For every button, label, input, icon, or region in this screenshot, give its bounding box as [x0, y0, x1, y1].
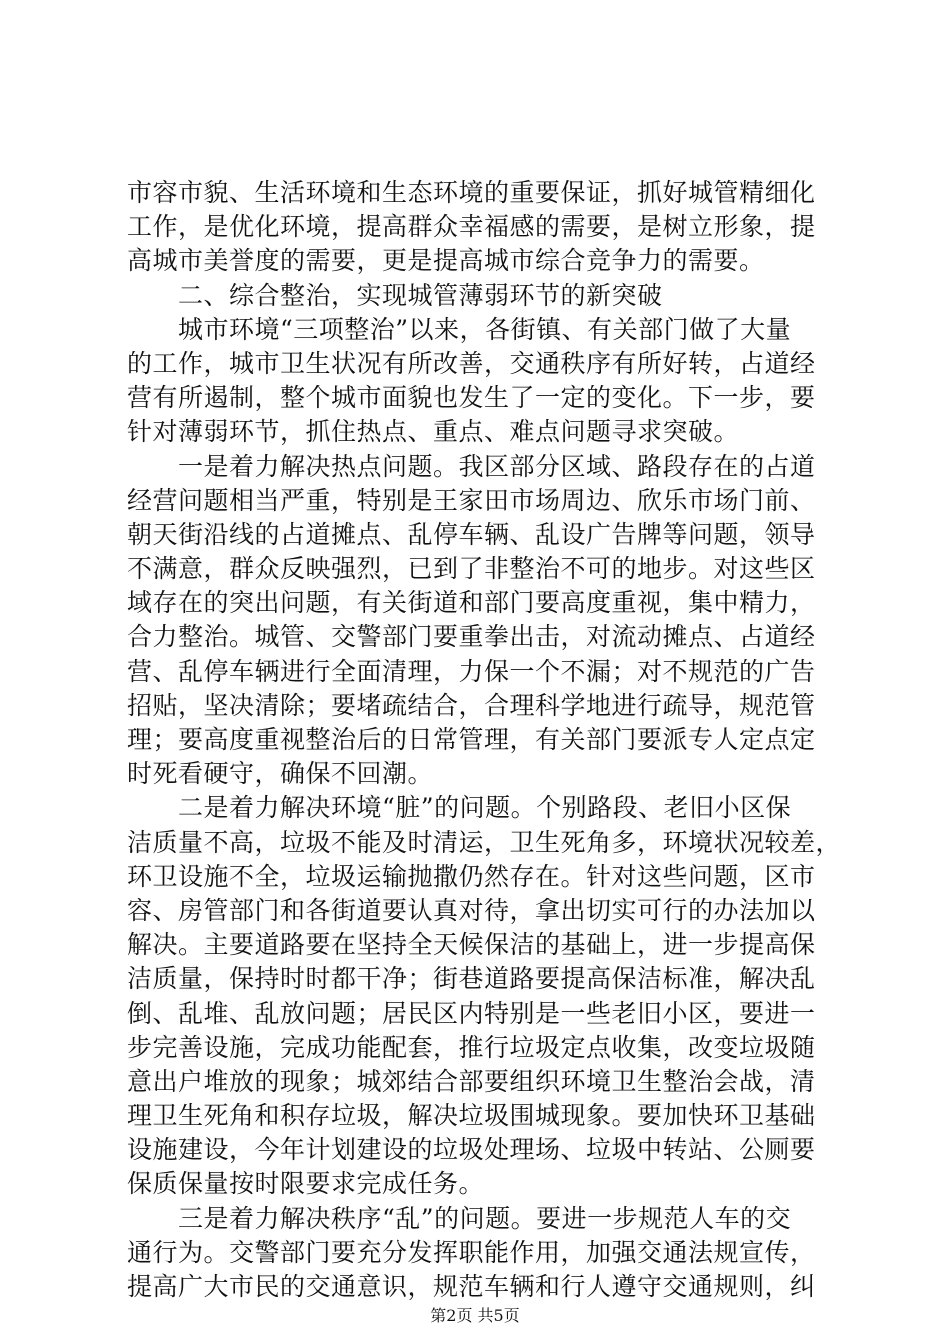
text-line: 高城市美誉度的需要，更是提高城市综合竞争力的需要。 — [127, 246, 765, 276]
text-line: 营、乱停车辆进行全面清理，力保一个不漏；对不规范的广告 — [127, 656, 816, 686]
text-line: 二是着力解决环境“脏”的问题。个别路段、老旧小区保 — [127, 793, 792, 823]
text-line: 通行为。交警部门要充分发挥职能作用，加强交通法规宣传， — [127, 1237, 816, 1267]
text-line: 提高广大市民的交通意识，规范车辆和行人遵守交通规则，纠 — [127, 1272, 816, 1301]
text-line: 步完善设施，完成功能配套，推行垃圾定点收集，改变垃圾随 — [127, 1032, 816, 1062]
document-body — [127, 176, 842, 1304]
text-line: 合力整治。城管、交警部门要重拳出击，对流动摊点、占道经 — [127, 622, 816, 652]
text-line: 招贴，坚决清除；要堵疏结合，合理科学地进行疏导，规范管 — [127, 690, 816, 720]
text-line: 倒、乱堆、乱放问题；居民区内特别是一些老旧小区，要进一 — [127, 998, 816, 1028]
text-line: 针对薄弱环节，抓住热点、重点、难点问题寻求突破。 — [127, 417, 740, 447]
section-heading: 二、综合整治，实现城管薄弱环节的新突破 — [127, 280, 663, 310]
text-line: 解决。主要道路要在坚持全天候保洁的基础上，进一步提高保 — [127, 930, 816, 960]
text-line: 工作，是优化环境，提高群众幸福感的需要，是树立形象，提 — [127, 212, 816, 242]
page-number-footer: 第2页 共5页 — [430, 1306, 520, 1325]
text-line: 意出户堆放的现象；城郊结合部要组织环境卫生整治会战，清 — [127, 1066, 816, 1096]
text-line: 容、房管部门和各街道要认真对待，拿出切实可行的办法加以 — [127, 895, 816, 925]
text-line: 保质保量按时限要求完成任务。 — [127, 1169, 485, 1199]
text-line: 环卫设施不全，垃圾运输抛撒仍然存在。针对这些问题，区市 — [127, 861, 816, 891]
text-line: 时死看硬守，确保不回潮。 — [127, 759, 434, 789]
text-line: 营有所遏制，整个城市面貌也发生了一定的变化。下一步，要 — [127, 383, 816, 413]
text-line: 洁质量，保持时时都干净；街巷道路要提高保洁标准，解决乱 — [127, 964, 816, 994]
text-line: 的工作，城市卫生状况有所改善，交通秩序有所好转，占道经 — [127, 348, 816, 378]
text-line: 三是着力解决秩序“乱”的问题。要进一步规范人车的交 — [127, 1203, 792, 1233]
text-line: 经营问题相当严重，特别是王家田市场周边、欣乐市场门前、 — [127, 485, 816, 515]
text-line: 朝天街沿线的占道摊点、乱停车辆、乱设广告牌等问题，领导 — [127, 519, 816, 549]
text-line: 城市环境“三项整治”以来，各街镇、有关部门做了大量 — [127, 314, 792, 344]
text-line: 设施建设，今年计划建设的垃圾处理场、垃圾中转站、公厕要 — [127, 1135, 816, 1165]
text-line: 理；要高度重视整治后的日常管理，有关部门要派专人定点定 — [127, 725, 816, 754]
text-line: 市容市貌、生活环境和生态环境的重要保证，抓好城管精细化 — [127, 178, 816, 207]
text-line: 不满意，群众反映强烈，已到了非整治不可的地步。对这些区 — [127, 554, 816, 584]
text-line: 洁质量不高，垃圾不能及时清运，卫生死角多，环境状况较差， — [127, 827, 842, 857]
text-line: 域存在的突出问题，有关街道和部门要高度重视，集中精力， — [127, 588, 816, 618]
text-line: 理卫生死角和积存垃圾，解决垃圾围城现象。要加快环卫基础 — [127, 1101, 816, 1131]
text-line: 一是着力解决热点问题。我区部分区域、路段存在的占道 — [127, 451, 816, 481]
